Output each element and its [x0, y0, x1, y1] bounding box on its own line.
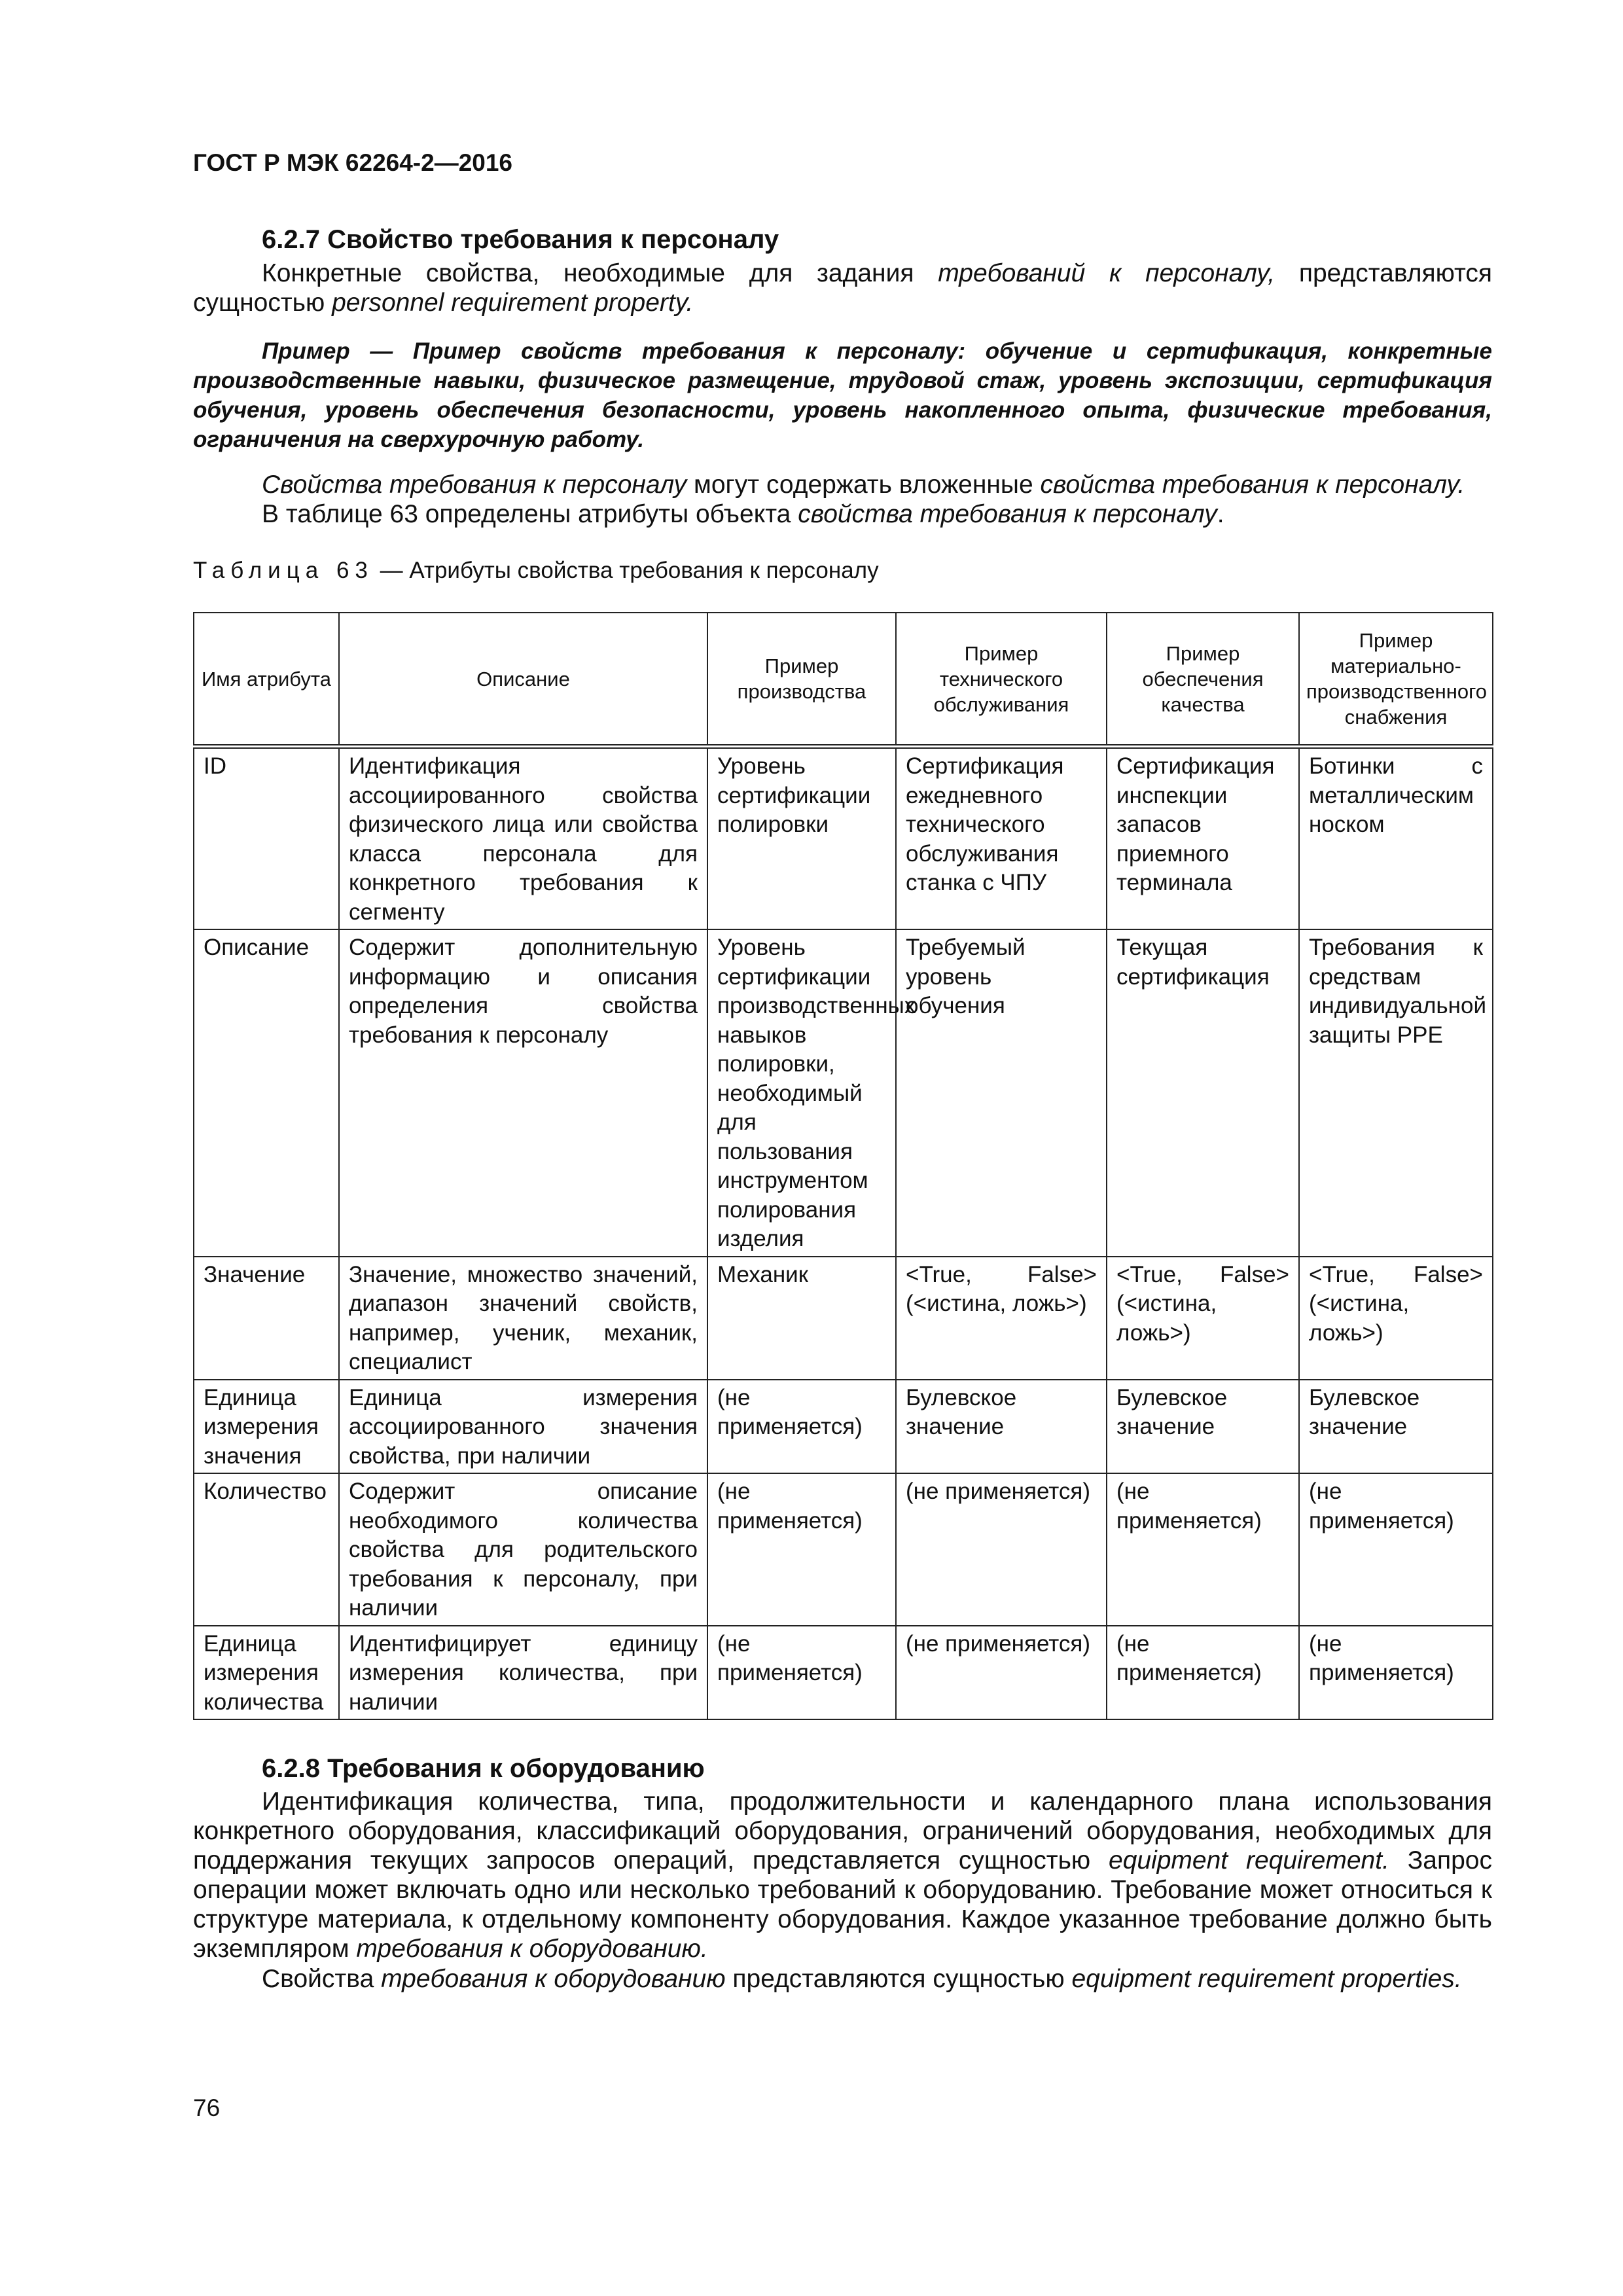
text-run: Свойства	[262, 1965, 382, 1993]
table-cell: Единица измерения ассоциированного значения свойства, при наличии	[339, 1380, 707, 1474]
table-row	[194, 929, 1493, 1257]
table-header-row	[194, 613, 1493, 747]
paragraph-equipment-requirement	[193, 1787, 1492, 1964]
italic-term: equipment requirement.	[1109, 1846, 1389, 1874]
text-run: представляются сущностью	[193, 259, 1493, 317]
section-heading-6-2-8: 6.2.8 Требования к оборудованию	[262, 1754, 705, 1783]
italic-term: свойства требования к персоналу.	[1040, 471, 1465, 499]
table-cell: Значение, множество значений, диапазон значений свойств, например, ученик, механик, специалист	[339, 1257, 707, 1380]
italic-term: personnel requirement property.	[332, 289, 694, 317]
text-run: Идентификация количества, типа, продолжительности и календарного плана использования конкретного оборудования, классификаций оборудования, ограничений оборудования, необходимых для поддержания текущих запросов операций, представляется сущностью	[193, 1787, 1492, 1874]
italic-term: требования к оборудованию.	[356, 1935, 708, 1963]
table-cell: Содержит описание необходимого количества свойства для родительского требования к персоналу, при наличии	[339, 1473, 707, 1626]
italic-term: требования к оборудованию	[381, 1965, 726, 1993]
table-cell: (не применяется)	[1299, 1626, 1493, 1720]
table-cell: Булевское значение	[1299, 1380, 1493, 1474]
table-cell: Идентификация ассоциированного свойства физического лица или свойства класса персонала для конкретного требования к сегменту	[339, 747, 707, 930]
paragraph-table-intro	[193, 499, 1492, 529]
text-run: .	[1217, 500, 1224, 528]
example-note	[193, 336, 1492, 454]
table-cell: <True, False> (<истина, ложь>)	[1107, 1257, 1299, 1380]
table-cell: Требования к средствам индивидуальной защиты PPE	[1299, 929, 1493, 1257]
italic-term: Свойства требования к персоналу	[262, 471, 687, 499]
example-text: Пример — Пример свойств требования к персоналу: обучение и сертификация, конкретные производственные навыки, физическое размещение, трудовой стаж, уровень экспозиции, сертификация обучения, уровень обеспечения безопасности, уровень накопленного опыта, физические требования, ограничения на сверхурочную работу.	[193, 338, 1492, 452]
table-cell: (не применяется)	[896, 1473, 1107, 1626]
table-cell: (не применяется)	[896, 1626, 1107, 1720]
section-heading-6-2-7: 6.2.7 Свойство требования к персоналу	[262, 225, 779, 254]
attributes-table	[193, 612, 1493, 1720]
table-cell: Сертификация ежедневного технического обслуживания станка с ЧПУ	[896, 747, 1107, 930]
header-cell: Имя атрибута	[194, 613, 339, 747]
table-cell: ID	[194, 747, 339, 930]
table-label: Таблица 63	[193, 558, 374, 583]
text-run: могут содержать вложенные	[687, 471, 1041, 499]
text-run: В таблице 63 определены атрибуты объекта	[262, 500, 798, 528]
table-cell: Значение	[194, 1257, 339, 1380]
table-cell: Механик	[707, 1257, 896, 1380]
table-cell: <True, False> (<истина, ложь>)	[896, 1257, 1107, 1380]
table-cell: Единица измерения количества	[194, 1626, 339, 1720]
paragraph-nested-properties	[193, 470, 1492, 499]
table-cell: Описание	[194, 929, 339, 1257]
table-cell: Уровень сертификации полировки	[707, 747, 896, 930]
table-cell: Единица измерения значения	[194, 1380, 339, 1474]
text-run: Запрос операции может включать одно или несколько требований к оборудованию. Требование может относиться к структуре материала, к отдельному компоненту оборудования. Каждое указанное требование должно быть экземпляром	[193, 1846, 1492, 1963]
paragraph-equipment-properties	[193, 1964, 1492, 1994]
table-cell: Идентифицирует единицу измерения количества, при наличии	[339, 1626, 707, 1720]
table-row	[194, 1473, 1493, 1626]
italic-term: требований к персоналу,	[938, 259, 1275, 287]
text-run: Конкретные свойства, необходимые для задания	[262, 259, 938, 287]
table-row	[194, 1380, 1493, 1474]
text-run: представляются сущностью	[725, 1965, 1072, 1993]
table-cell: (не применяется)	[707, 1473, 896, 1626]
table-row	[194, 747, 1493, 930]
table-title: — Атрибуты свойства требования к персоналу	[373, 558, 879, 583]
table-row	[194, 1626, 1493, 1720]
table-cell: Количество	[194, 1473, 339, 1626]
italic-term: свойства требования к персоналу	[798, 500, 1217, 528]
table-cell: Содержит дополнительную информацию и описания определения свойства требования к персоналу	[339, 929, 707, 1257]
table-caption	[193, 558, 879, 584]
header-cell: Пример обеспечения качества	[1107, 613, 1299, 747]
table-cell: Сертификация инспекции запасов приемного терминала	[1107, 747, 1299, 930]
table-row	[194, 1257, 1493, 1380]
table-cell: (не применяется)	[1299, 1473, 1493, 1626]
standard-header: ГОСТ Р МЭК 62264-2—2016	[193, 149, 513, 176]
header-cell: Пример технического обслуживания	[896, 613, 1107, 747]
table-cell: (не применяется)	[707, 1626, 896, 1720]
table-cell: (не применяется)	[1107, 1473, 1299, 1626]
header-cell: Описание	[339, 613, 707, 747]
table-cell: Ботинки с металлическим носком	[1299, 747, 1493, 930]
table-cell: (не применяется)	[707, 1380, 896, 1474]
table-cell: Требуемый уровень обучения	[896, 929, 1107, 1257]
italic-term: equipment requirement properties.	[1071, 1965, 1462, 1993]
page-number: 76	[193, 2094, 221, 2121]
table-cell: Булевское значение	[1107, 1380, 1299, 1474]
header-cell: Пример производства	[707, 613, 896, 747]
paragraph-personnel-property	[193, 259, 1492, 317]
table-cell: (не применяется)	[1107, 1626, 1299, 1720]
table-cell: Текущая сертификация	[1107, 929, 1299, 1257]
header-cell: Пример материально-производственного снабжения	[1299, 613, 1493, 747]
table-cell: Уровень сертификации производственных навыков полировки, необходимый для пользования инструментом полирования изделия	[707, 929, 896, 1257]
table-cell: Булевское значение	[896, 1380, 1107, 1474]
table-cell: <True, False> (<истина, ложь>)	[1299, 1257, 1493, 1380]
